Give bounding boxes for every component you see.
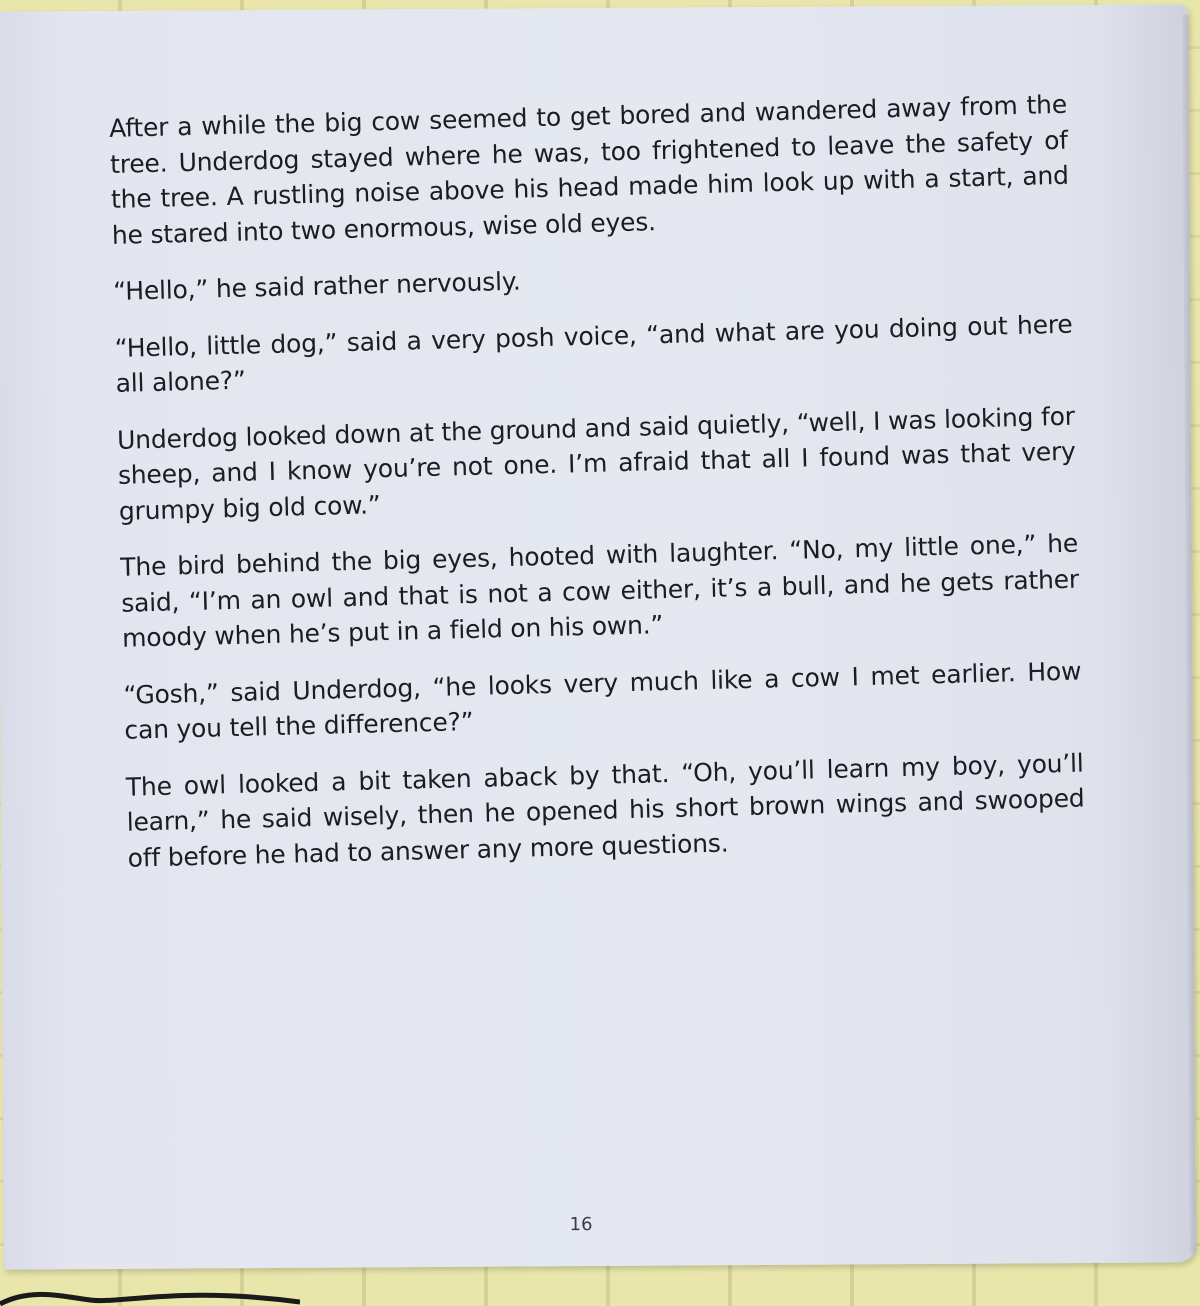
paragraph-4: Underdog looked down at the ground and said quietly, “well, I was looking for sheep, and I know you’re not one. I’m afraid that all I found was that very grumpy big old cow.”	[116, 401, 1077, 526]
paragraph-5: The bird behind the big eyes, hooted with laughter. “No, my little one,” he said, “I’m an owl and that is not a cow either, it’s a bull, and he gets rather moody when he’s put in a field on his own.”	[119, 528, 1080, 653]
paragraph-7: The owl looked a bit taken aback by that. “Oh, you’ll learn my boy, you’ll learn,” he said wisely, then he opened his short brown wings and swooped off before he had to answer any more questions.	[125, 748, 1085, 873]
book-page	[0, 4, 1196, 1269]
paragraph-3: “Hello, little dog,” said a very posh voice, “and what are you doing out here all alone?”	[114, 309, 1073, 398]
paragraph-6: “Gosh,” said Underdog, “he looks very much like a cow I met earlier. How can you tell the difference?”	[123, 656, 1082, 745]
story-text	[109, 87, 1087, 897]
paragraph-1: After a while the big cow seemed to get bored and wandered away from the tree. Underdog stayed where he was, too frightened to leave the safety of the tree. A rustling noise above his head made him look up with a start, and he stared into two enormous, wise old eyes.	[108, 89, 1070, 250]
paragraph-2: “Hello,” he said rather nervously.	[112, 266, 521, 306]
page-number: 16	[569, 1214, 593, 1236]
cable-decoration	[0, 1266, 300, 1306]
